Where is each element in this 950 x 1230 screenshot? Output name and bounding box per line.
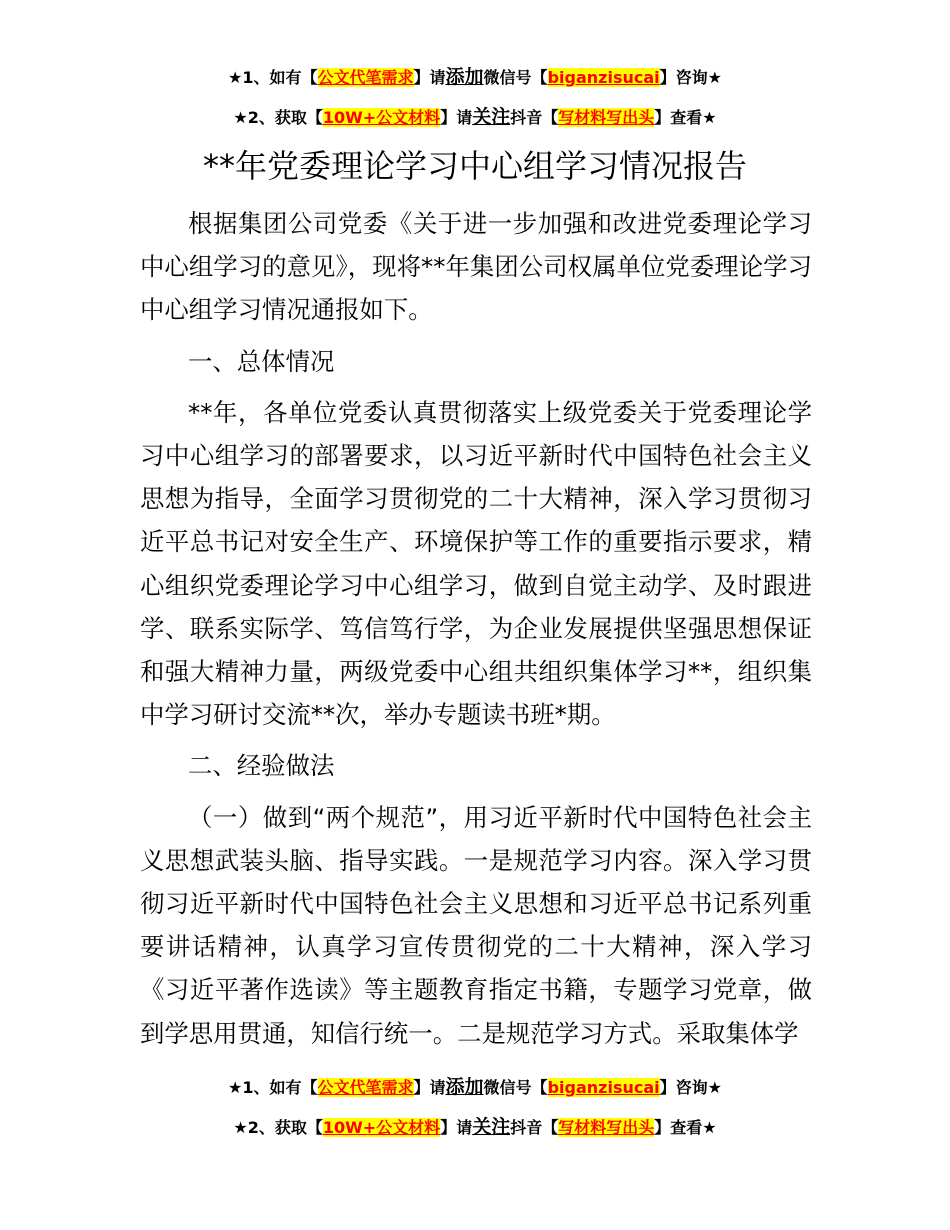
banner-text: 抖音【 bbox=[510, 108, 559, 127]
banner-text: ★1、如有【 bbox=[228, 1078, 318, 1097]
banner-text: 】请 bbox=[440, 108, 473, 127]
banner-text: ★2、获取【 bbox=[233, 108, 323, 127]
banner-text: 】咨询★ bbox=[659, 68, 722, 87]
bottom-banner-line-2 bbox=[0, 1116, 950, 1139]
banner-underline: 添加 bbox=[445, 1076, 484, 1098]
paragraph: （一）做到“两个规范”，用习近平新时代中国特色社会主义思想武装头脑、指导实践。一是规范学习内容。深入学习贯彻习近平新时代中国特色社会主义思想和习近平总书记系列重要讲话精神，认真学习宣传贯彻党的二十大精神，深入学习《习近平著作选读》等主题教育指定书籍，专题学习党章，做到学思用贯通，知信行统一。二是规范学习方式。采取集体学 bbox=[140, 802, 812, 1048]
banner-text: 】请 bbox=[413, 1078, 446, 1097]
document-title: **年党委理论学习中心组学习情况报告 bbox=[202, 147, 747, 185]
banner-text: 】查看★ bbox=[654, 1118, 717, 1137]
banner-highlight: 10W+公文材料 bbox=[322, 108, 441, 127]
banner-underline: 关注 bbox=[472, 1116, 511, 1138]
banner-text: ★1、如有【 bbox=[228, 68, 318, 87]
banner-underline: 关注 bbox=[472, 106, 511, 128]
banner-text: 】请 bbox=[413, 68, 446, 87]
banner-douyin-id: 写材料写出头 bbox=[558, 1118, 655, 1137]
banner-text: 】请 bbox=[440, 1118, 473, 1137]
banner-text: 微信号【 bbox=[483, 68, 548, 87]
paragraph: **年，各单位党委认真贯彻落实上级党委关于党委理论学习中心组学习的部署要求，以习近平新时代中国特色社会主义思想为指导，全面学习贯彻党的二十大精神，深入学习贯彻习近平总书记对安全生产、环境保护等工作的重要指示要求，精心组织党委理论学习中心组学习，做到自觉主动学、及时跟进学、联系实际学、笃信笃行学，为企业发展提供坚强思想保证和强大精神力量，两级党委中心组共组织集体学习**，组织集中学习研讨交流**次，举办专题读书班*期。 bbox=[140, 397, 812, 730]
banner-wechat-id: biganzisucai bbox=[547, 68, 660, 87]
top-banner-line-2 bbox=[0, 106, 950, 129]
section-heading: 一、总体情况 bbox=[188, 346, 335, 376]
banner-text: ★2、获取【 bbox=[233, 1118, 323, 1137]
paragraph: 根据集团公司党委《关于进一步加强和改进党委理论学习中心组学习的意见》，现将**年集团公司权属单位党委理论学习中心组学习情况通报如下。 bbox=[140, 209, 812, 325]
banner-text: 】咨询★ bbox=[659, 1078, 722, 1097]
banner-highlight: 公文代笔需求 bbox=[317, 68, 414, 87]
top-banner-line-1 bbox=[0, 66, 950, 89]
banner-text: 】查看★ bbox=[654, 108, 717, 127]
banner-highlight: 10W+公文材料 bbox=[322, 1118, 441, 1137]
document-body bbox=[140, 202, 812, 1055]
banner-underline: 添加 bbox=[445, 66, 484, 88]
banner-text: 微信号【 bbox=[483, 1078, 548, 1097]
banner-douyin-id: 写材料写出头 bbox=[558, 108, 655, 127]
banner-wechat-id: biganzisucai bbox=[547, 1078, 660, 1097]
banner-text: 抖音【 bbox=[510, 1118, 559, 1137]
bottom-banner-line-1 bbox=[0, 1076, 950, 1099]
banner-highlight: 公文代笔需求 bbox=[317, 1078, 414, 1097]
section-heading: 二、经验做法 bbox=[188, 751, 335, 781]
